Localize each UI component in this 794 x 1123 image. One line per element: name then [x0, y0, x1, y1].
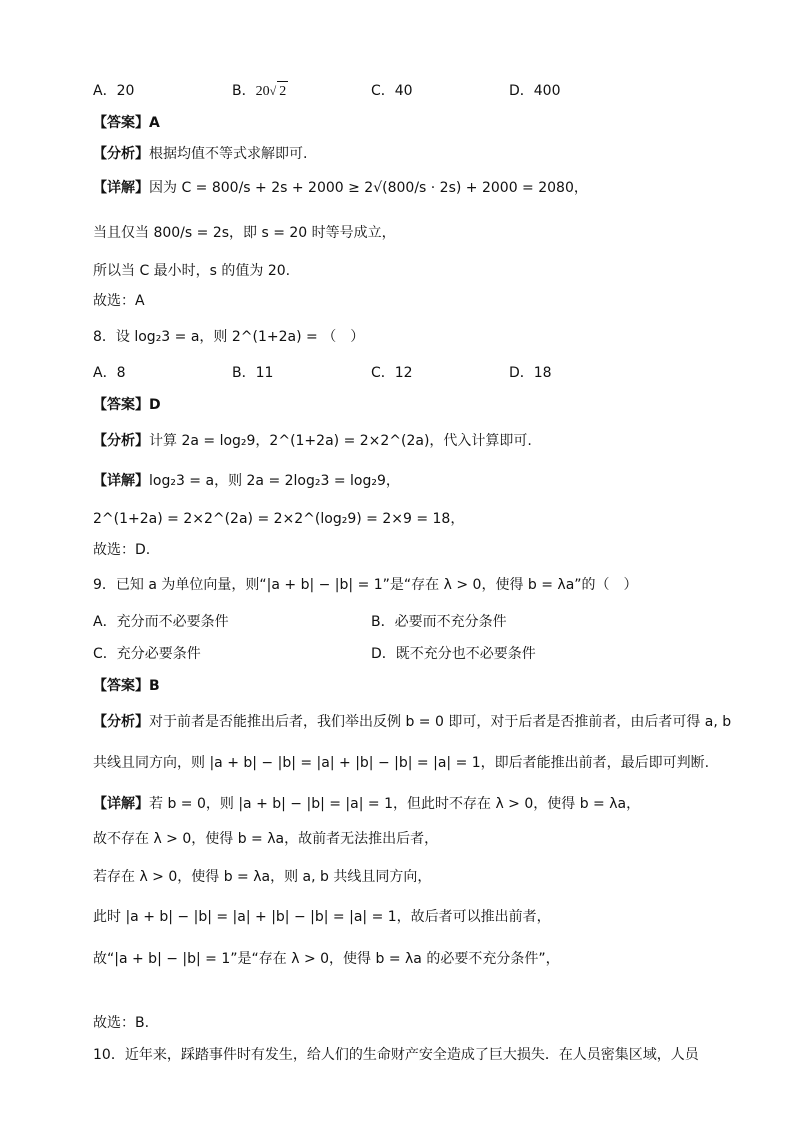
q9-detail-line4: 此时 |a + b| − |b| = |a| + |b| − |b| = |a| = 1，故后者可以推出前者， [93, 909, 551, 925]
q8-option-a: A．8 [93, 365, 126, 381]
q8-detail-tag: 【详解】 [93, 473, 149, 489]
q9-detail-line3: 若存在 λ > 0，使得 b = λa，则 a, b 共线且同方向， [93, 869, 432, 885]
q8-detail-line1 [93, 471, 400, 491]
q9-option-c: C．充分必要条件 [93, 646, 201, 662]
q7-option-b-value: 20√ 2 [256, 84, 289, 99]
q9-analysis-line2: 共线且同方向，则 |a + b| − |b| = |a| + |b| − |b| = |a| = 1，即后者能推出前者，最后即可判断. [93, 755, 710, 771]
q8-detail-line1-text: log₂3 = a，则 2a = 2log₂3 = log₂9， [149, 473, 400, 489]
q7-detail-tag: 【详解】 [93, 180, 149, 196]
q7-analysis [93, 144, 307, 164]
q9-detail-line5: 故“|a + b| − |b| = 1”是“存在 λ > 0，使得 b = λa 的必要不充分条件”， [93, 951, 560, 967]
q9-analysis-line1-text: 对于前者是否能推出后者，我们举出反例 b = 0 即可，对于后者是否推前者，由后者可得 a, b [149, 714, 732, 730]
q9-stem: 9．已知 a 为单位向量，则“|a + b| − |b| = 1”是“存在 λ > 0，使得 b = λa”的（ ） [93, 577, 638, 593]
q7-detail-line2: 当且仅当 800/s = 2s，即 s = 20 时等号成立， [93, 225, 396, 241]
q7-detail-line3: 所以当 C 最小时，s 的值为 20. [93, 263, 291, 279]
q9-conclusion: 故选：B. [93, 1015, 150, 1031]
q9-detail-line2: 故不存在 λ > 0，使得 b = λa，故前者无法推出后者， [93, 831, 439, 847]
q7-option-c: C．40 [371, 83, 413, 99]
q9-detail-tag: 【详解】 [93, 796, 149, 812]
q7-option-d: D．400 [509, 83, 561, 99]
q7-detail-line1 [93, 178, 588, 198]
q9-analysis-tag: 【分析】 [93, 714, 149, 730]
q9-option-a: A．充分而不必要条件 [93, 614, 229, 630]
q9-detail-line1-text: 若 b = 0，则 |a + b| − |b| = |a| = 1，但此时不存在 λ > 0，使得 b = λa， [149, 796, 641, 812]
q8-option-d: D．18 [509, 365, 552, 381]
q8-analysis-tag: 【分析】 [93, 433, 149, 449]
q8-option-b: B．11 [232, 365, 274, 381]
q8-stem: 8．设 log₂3 = a，则 2^(1+2a) = （ ） [93, 329, 365, 345]
q9-answer: 【答案】B [93, 678, 160, 694]
q9-option-d: D．既不充分也不必要条件 [371, 646, 536, 662]
q8-analysis-text: 计算 2a = log₂9，2^(1+2a) = 2×2^(2a)，代入计算即可. [149, 433, 532, 449]
q9-detail-line1 [93, 794, 640, 814]
q8-answer: 【答案】D [93, 397, 161, 413]
q7-detail-line1-text: 因为 C = 800/s + 2s + 2000 ≥ 2√(800/s · 2s) + 2000 = 2080， [149, 180, 588, 196]
q7-conclusion: 故选：A [93, 293, 145, 309]
q7-option-b-label: B． [232, 83, 256, 99]
q10-stem: 10．近年来，踩踏事件时有发生，给人们的生命财产安全造成了巨大损失．在人员密集区域，人员 [93, 1047, 699, 1063]
q9-analysis-line1 [93, 712, 731, 732]
q7-analysis-text: 根据均值不等式求解即可. [149, 146, 308, 162]
q7-answer: 【答案】A [93, 115, 160, 131]
q7-option-a: A．20 [93, 83, 135, 99]
q9-option-b: B．必要而不充分条件 [371, 614, 507, 630]
q8-option-c: C．12 [371, 365, 413, 381]
q8-detail-line2: 2^(1+2a) = 2×2^(2a) = 2×2^(log₂9) = 2×9 = 18， [93, 511, 465, 527]
q8-analysis [93, 431, 532, 451]
q7-analysis-tag: 【分析】 [93, 146, 149, 162]
q7-option-b [232, 81, 288, 102]
q8-conclusion: 故选：D. [93, 542, 151, 558]
